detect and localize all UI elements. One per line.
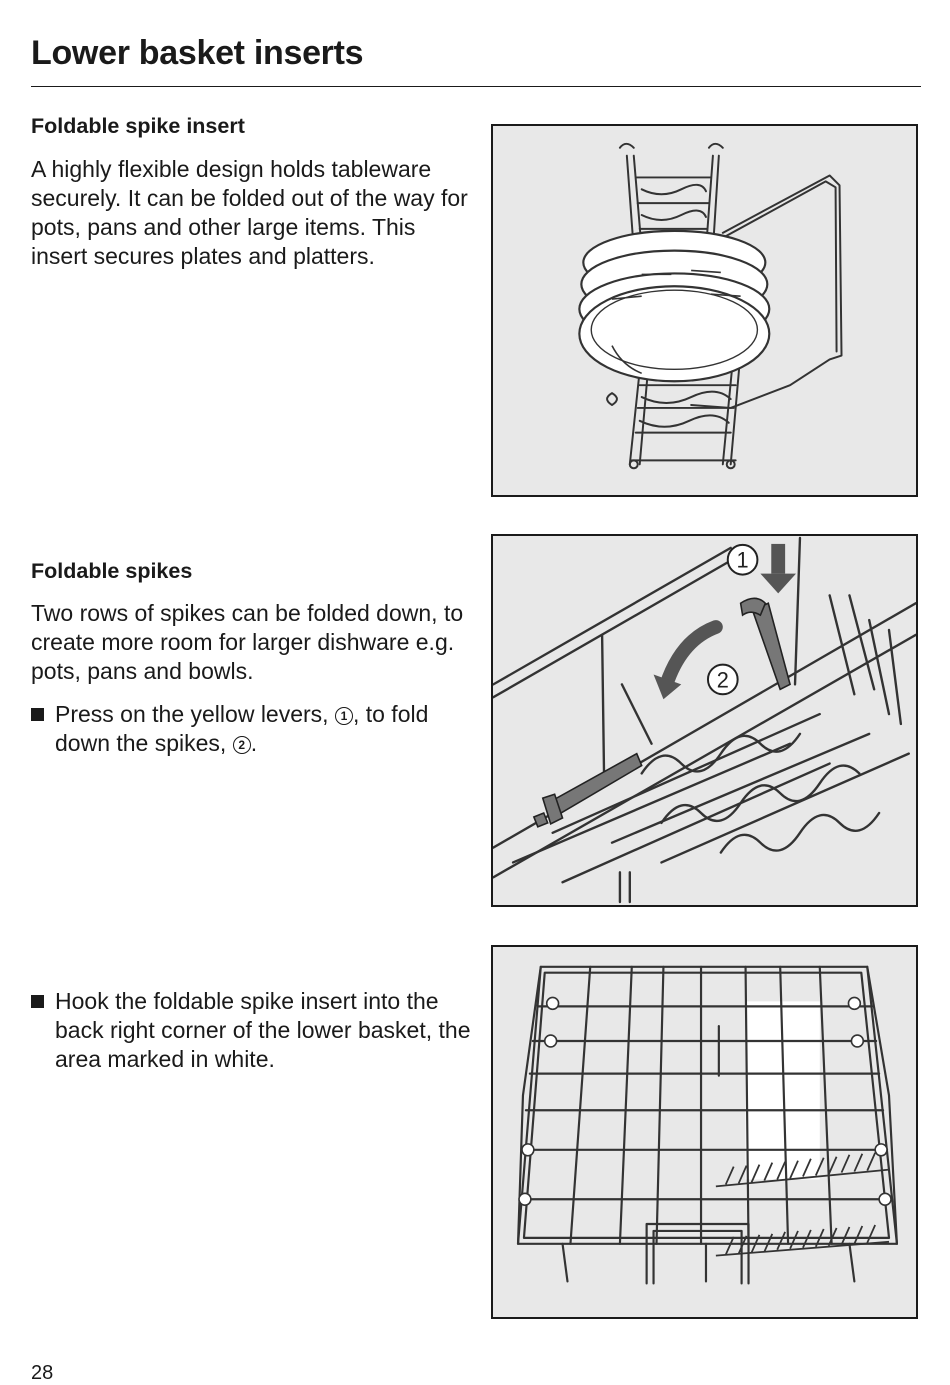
lever-reference-marker: 1 xyxy=(335,707,353,725)
instruction-text: . xyxy=(250,730,258,756)
page-number: 28 xyxy=(31,1362,54,1384)
hook-insert-text: Hook the foldable spike insert into the back right corner of the lower basket, the area marked in white. xyxy=(55,988,471,1072)
press-levers-instruction xyxy=(31,700,476,758)
callout-lever-label: 1 xyxy=(736,547,749,573)
title-divider xyxy=(31,86,921,87)
spike-insert-drawing xyxy=(493,126,916,495)
callout-spikes-label: 2 xyxy=(716,667,729,693)
instruction-text: Press on the yellow levers, xyxy=(55,701,335,727)
foldable-spikes-heading: Foldable spikes xyxy=(31,559,193,583)
foldable-spikes-illustration xyxy=(491,534,918,907)
foldable-spikes-description: Two rows of spikes can be folded down, to create more room for larger dishware e.g. pots, pans and bowls. xyxy=(31,600,464,684)
hook-insert-instruction xyxy=(31,987,476,1074)
spikes-reference-marker: 2 xyxy=(233,736,251,754)
foldable-spikes-drawing xyxy=(493,536,916,905)
spike-insert-description: A highly flexible design holds tableware securely. It can be folded out of the way for pots, pans and other large items. This insert secures plates and platters. xyxy=(31,156,468,269)
lower-basket-drawing xyxy=(493,947,916,1317)
bullet-marker xyxy=(31,995,44,1008)
instruction-text: , to fold down the spikes, xyxy=(55,701,429,756)
lower-basket-illustration xyxy=(491,945,918,1319)
page-title: Lower basket inserts xyxy=(31,34,364,72)
bullet-marker xyxy=(31,708,44,721)
spike-insert-illustration xyxy=(491,124,918,497)
spike-insert-heading: Foldable spike insert xyxy=(31,114,245,138)
